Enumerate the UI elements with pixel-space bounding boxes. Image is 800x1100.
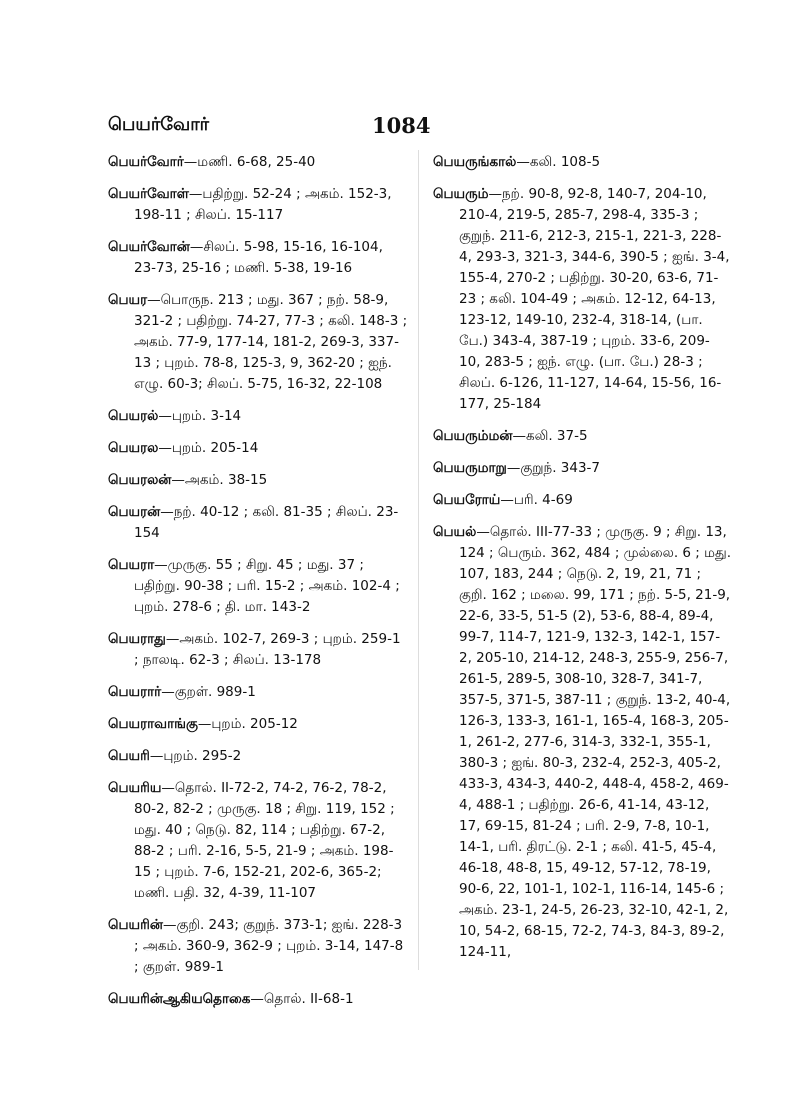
entry-references: —பொருந. 213 ; மது. 367 ; நற். 58-9, 321-2 ; பதிற்று. 74-27, 77-3 ; கலி. 148-3 ; அகம். 77-9, 177-14, 181-2, 269-3, 337-13 ; புறம். 78-8, 125-3, 9, 362-20 ; ஐந். எழு. 60-3; சிலப். 5-75, 16-32, 22-108 (134, 292, 408, 392)
index-entry (108, 406, 408, 427)
index-entry (108, 746, 408, 767)
entry-headword: பெயராது (108, 631, 166, 647)
index-entry (108, 290, 408, 395)
index-entry (108, 629, 408, 671)
index-entry (108, 989, 408, 1010)
entry-references: —குறுந். 343-7 (506, 460, 601, 476)
index-entry (108, 682, 408, 703)
entry-references: —குறி. 243; குறுந். 373-1; ஐங். 228-3 ; அகம். 360-9, 362-9 ; புறம். 3-14, 147-8 ; குறள். 989-1 (134, 917, 404, 975)
entry-headword: பெயல் (433, 524, 477, 540)
entry-headword: பெயரோய் (433, 492, 501, 508)
index-entry (433, 458, 731, 479)
index-entry (108, 470, 408, 491)
entry-references: —புறம். 295-2 (149, 748, 242, 764)
entry-references: —முருகு. 55 ; சிறு. 45 ; மது. 37 ; பதிற்று. 90-38 ; பரி. 15-2 ; அகம். 102-4 ; புறம். 278-6 ; தி. மா. 143-2 (134, 557, 400, 615)
entry-headword: பெயரன் (108, 504, 161, 520)
entry-headword: பெயரா (108, 557, 155, 573)
index-entry (108, 152, 408, 173)
entry-references: —புறம். 3-14 (158, 408, 242, 424)
entry-headword: பெயரும்மன் (433, 428, 513, 444)
entry-headword: பெயரல் (108, 408, 159, 424)
entry-headword: பெயரல (108, 440, 159, 456)
index-entry (108, 555, 408, 618)
entry-references: —குறள். 989-1 (161, 684, 256, 700)
entry-references: —அகம். 102-7, 269-3 ; புறம். 259-1 ; நாலடி. 62-3 ; சிலப். 13-178 (134, 631, 401, 668)
entry-headword: பெயர (108, 292, 148, 308)
entry-headword: பெயரிய (108, 780, 162, 796)
index-entry (433, 522, 731, 963)
entry-references: —கலி. 108-5 (516, 154, 601, 170)
page-number: 1084 (372, 113, 431, 138)
index-entry (108, 184, 408, 226)
entry-headword: பெயரின் (108, 917, 163, 933)
column-divider (418, 150, 419, 970)
entry-references: —புறம். 205-12 (197, 716, 298, 732)
entry-references: —கலி. 37-5 (512, 428, 588, 444)
index-entry (108, 438, 408, 459)
entry-references: —புறம். 205-14 (158, 440, 259, 456)
index-entry (108, 915, 408, 978)
running-head: பெயர்வோர் (108, 114, 210, 135)
index-column-left (108, 152, 408, 1021)
entry-headword: பெயரும் (433, 186, 489, 202)
index-entry (108, 714, 408, 735)
index-entry (433, 426, 731, 447)
entry-references: —மணி. 6-68, 25-40 (183, 154, 316, 170)
entry-references: —தொல். III-77-33 ; முருகு. 9 ; சிறு. 13, 124 ; பெரும். 362, 484 ; முல்லை. 6 ; மது. 107, 183, 244 ; நெடு. 2, 19, 21, 71 ; குறி. 162 ; மலை. 99, 171 ; நற். 5-5, 21-9, 22-6, 33-5, 51-5 (2), 53-6, 88-4, 89-4, 99-7, 114-7, 121-9, 132-3, 142-1, 157-2, 205-10, 214-12, 248-3, 255-9, 256-7, 261-5, 289-5, 308-10, 328-7, 341-7, 357-5, 371-5, 387-11 ; குறுந். 13-2, 40-4, 126-3, 133-3, 161-1, 165-4, 168-3, 205-1, 261-2, 277-6, 314-3, 332-1, 355-1, 380-3 ; ஐங். 80-3, 232-4, 252-3, 405-2, 433-3, 434-3, 440-2, 448-4, 458-2, 469-4, 488-1 ; பதிற்று. 26-6, 41-14, 43-12, 17, 69-15, 81-24 ; பரி. 2-9, 7-8, 10-1, 14-1, பரி. திரட்டு. 2-1 ; கலி. 41-5, 45-4, 46-18, 48-8, 15, 49-12, 57-12, 78-19, 90-6, 22, 101-1, 102-1, 116-14, 145-6 ; அகம். 23-1, 24-5, 26-23, 32-10, 42-1, 2, 10, 54-2, 68-15, 72-2, 74-3, 84-3, 89-2, 124-11, (459, 524, 731, 960)
entry-references: —அகம். 38-15 (171, 472, 268, 488)
index-entry (108, 502, 408, 544)
entry-references: —பதிற்று. 52-24 ; அகம். 152-3, 198-11 ; சிலப். 15-117 (134, 186, 392, 223)
entry-headword: பெயரார் (108, 684, 162, 700)
entry-headword: பெயருங்கால் (433, 154, 517, 170)
entry-references: —தொல். II-68-1 (250, 991, 354, 1007)
entry-references: —சிலப். 5-98, 15-16, 16-104, 23-73, 25-16 ; மணி. 5-38, 19-16 (134, 239, 383, 276)
entry-headword: பெயருமாறு (433, 460, 507, 476)
index-entry (108, 237, 408, 279)
entry-references: —நற். 40-12 ; கலி. 81-35 ; சிலப். 23-154 (134, 504, 399, 541)
entry-headword: பெயரின்ஆகியதொகை (108, 991, 251, 1007)
entry-headword: பெயராவாங்கு (108, 716, 198, 732)
entry-headword: பெயரி (108, 748, 150, 764)
entry-references: —தொல். II-72-2, 74-2, 76-2, 78-2, 80-2, 82-2 ; முருகு. 18 ; சிறு. 119, 152 ; மது. 40 ; நெடு. 82, 114 ; பதிற்று. 67-2, 88-2 ; பரி. 2-16, 5-5, 21-9 ; அகம். 198-15 ; புறம். 7-6, 152-21, 202-6, 365-2; மணி. பதி. 32, 4-39, 11-107 (134, 780, 395, 901)
index-entry (108, 778, 408, 904)
index-entry (433, 490, 731, 511)
entry-headword: பெயரலன் (108, 472, 172, 488)
index-entry (433, 152, 731, 173)
entry-headword: பெயர்வோள் (108, 186, 189, 202)
index-column-right (433, 152, 731, 974)
entry-headword: பெயர்வோன் (108, 239, 190, 255)
index-entry (433, 184, 731, 415)
entry-references: —பரி. 4-69 (500, 492, 573, 508)
entry-headword: பெயர்வோர் (108, 154, 184, 170)
entry-references: —நற். 90-8, 92-8, 140-7, 204-10, 210-4, 219-5, 285-7, 298-4, 335-3 ; குறுந். 211-6, 212-3, 215-1, 221-3, 228-4, 293-3, 321-3, 344-6, 390-5 ; ஐங். 3-4, 155-4, 270-2 ; பதிற்று. 30-20, 63-6, 71-23 ; கலி. 104-49 ; அகம். 12-12, 64-13, 123-12, 149-10, 232-4, 318-14, (பா. பே.) 343-4, 387-19 ; புறம். 33-6, 209-10, 283-5 ; ஐந். எழு. (பா. பே.) 28-3 ; சிலப். 6-126, 11-127, 14-64, 15-56, 16-177, 25-184 (459, 186, 730, 412)
